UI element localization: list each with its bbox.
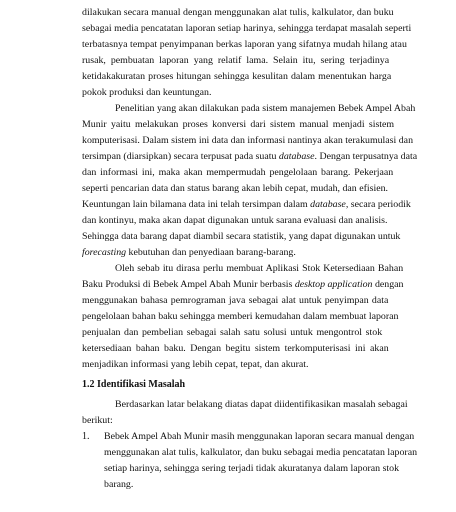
paragraph-2-line-4-italic: database <box>278 151 315 162</box>
paragraph-2-line-7 <box>82 199 411 211</box>
list-item-1-line-1: Bebek Ampel Abah Munir masih menggunakan laporan secara manual dengan <box>104 431 415 442</box>
paragraph-1-line-3: terbatasnya tempat penyimpanan berkas laporan yang sifatnya mudah hilang atau <box>82 39 407 50</box>
list-item-1-line-2: menggunakan alat tulis, kalkulator, dan buku sebagai media pencatatan laporan <box>104 447 418 458</box>
paragraph-2-line-5: dan informasi ini, maka akan mempermudah pengelolaan barang. Pekerjaan <box>82 167 394 178</box>
section-heading: 1.2 Identifikasi Masalah <box>82 379 186 390</box>
paragraph-2-line-8: dan kontinyu, maka akan dapat digunakan untuk sarana evaluasi dan analisis. <box>82 215 388 226</box>
paragraph-4-line-2: berikut: <box>82 415 113 426</box>
paragraph-1-line-1: dilakukan secara manual dengan menggunakan alat tulis, kalkulator, dan buku <box>82 7 394 18</box>
paragraph-2-line-10-italic: forecasting <box>82 247 127 258</box>
paragraph-2-line-4-text-b: . Dengan terpusatnya data <box>314 151 418 162</box>
list-item-1-line-3: setiap harinya, sehingga sering terjadi tidak akuratanya dalam laporan stok <box>104 463 400 474</box>
paragraph-3-line-7: menjadikan informasi yang lebih cepat, tepat, dan akurat. <box>82 359 309 370</box>
paragraph-2-line-4 <box>82 151 417 163</box>
paragraph-1-line-6: pokok produksi dan keuntungan. <box>82 87 212 98</box>
paragraph-3-line-6: ketersediaan bahan baku. Dengan begitu sistem terkomputerisasi ini akan <box>82 343 389 354</box>
paragraph-1-line-4: rusak, pembuatan laporan yang relatif lama. Selain itu, sering terjadinya <box>82 55 390 66</box>
paragraph-4-line-1: Berdasarkan latar belakang diatas dapat diidentifikasikan masalah sebagai <box>115 399 408 410</box>
paragraph-1-line-5: ketidakakuratan proses hitungan sehingga kesulitan dalam menentukan harga <box>82 71 392 82</box>
paragraph-2-line-9: Sehingga data barang dapat diambil secara statistik, yang dapat digunakan untuk <box>82 231 401 242</box>
paragraph-3-line-2-text-b: dengan <box>372 279 404 290</box>
paragraph-2-line-2: Munir yaitu melakukan proses konversi dari sistem manual menjadi sistem <box>82 119 395 130</box>
paragraph-2-line-4-text-a: tersimpan (diarsipkan) secara terpusat pada suatu <box>82 151 279 162</box>
paragraph-2-line-1: Penelitian yang akan dilakukan pada sistem manajemen Bebek Ampel Abah <box>115 103 416 114</box>
paragraph-2-line-10-text: kebutuhan dan penyediaan barang-barang. <box>126 247 296 258</box>
list-item-1-line-4: barang. <box>104 479 134 490</box>
paragraph-1-line-2: sebagai media pencatatan laporan setiap harinya, sehingga terdapat masalah seperti <box>82 23 412 34</box>
list-item-1-number: 1. <box>82 431 90 442</box>
paragraph-3-line-2-text-a: Baku Produksi di Bebek Ampel Abah Munir berbasis <box>82 279 295 290</box>
paragraph-2-line-3: komputerisasi. Dalam sistem ini data dan informasi nantinya akan terakumulasi dan <box>82 135 414 146</box>
paragraph-3-line-4: pengelolaan bahan baku sehingga memberi kemudahan dalam membuat laporan <box>82 311 399 322</box>
paragraph-2-line-7-italic: database <box>310 199 346 210</box>
paragraph-3-line-1: Oleh sebab itu dirasa perlu membuat Aplikasi Stok Ketersediaan Bahan <box>115 263 404 274</box>
paragraph-3-line-2-italic: desktop application <box>294 279 373 290</box>
paragraph-2-line-6: seperti pencarian data dan status barang akan lebih cepat, mudah, dan efisien. <box>82 183 388 194</box>
paragraph-3-line-3: menggunakan bahasa pemrograman java sebagai alat untuk penyimpan data <box>82 295 389 306</box>
paragraph-3-line-5: penjualan dan pembelian sebagai salah satu solusi untuk mengontrol stok <box>82 327 383 338</box>
paragraph-2-line-10 <box>82 247 296 259</box>
paragraph-2-line-7-text-a: Keuntungan lain bilamana data ini telah tersimpan dalam <box>82 199 311 210</box>
paragraph-3-line-2 <box>82 279 403 291</box>
paragraph-2-line-7-text-b: , secara periodik <box>345 199 411 210</box>
